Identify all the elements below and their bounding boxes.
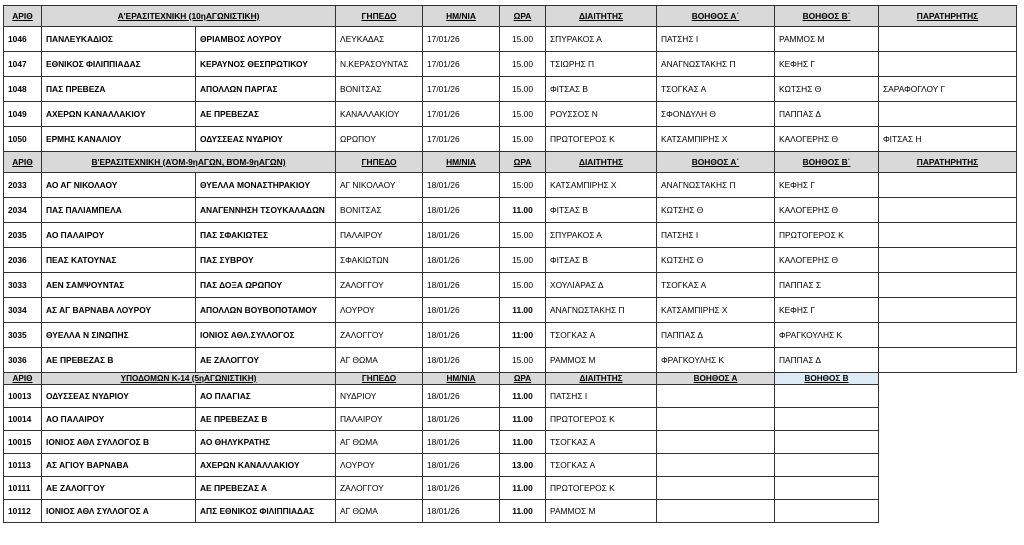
match-row xyxy=(4,323,1017,348)
section2-header-row xyxy=(4,152,1017,173)
assistant-1: ΑΝΑΓΝΩΣΤΑΚΗΣ Π xyxy=(657,52,775,77)
match-time: 11.00 xyxy=(500,477,546,500)
match-time: 15.00 xyxy=(500,77,546,102)
away-team: ΚΕΡΑΥΝΟΣ ΘΕΣΠΡΩΤΙΚΟΥ xyxy=(196,52,336,77)
venue: ΑΓ ΘΩΜΑ xyxy=(336,431,423,454)
referee: ΦΙΤΣΑΣ Β xyxy=(546,248,657,273)
away-team: ΑΕ ΠΡΕΒΕΖΑΣ Β xyxy=(196,408,336,431)
home-team: ΙΟΝΙΟΣ ΑΘΛ ΣΥΛΛΟΓΟΣ Β xyxy=(42,431,196,454)
venue: ΑΓ ΘΩΜΑ xyxy=(336,348,423,373)
observer: ΦΙΤΣΑΣ Η xyxy=(879,127,1017,152)
match-number: 2033 xyxy=(4,173,42,198)
match-number: 1046 xyxy=(4,27,42,52)
empty-cell xyxy=(879,454,1017,477)
match-time: 15.00 xyxy=(500,52,546,77)
observer xyxy=(879,52,1017,77)
empty-cell xyxy=(879,431,1017,454)
referee: ΡΑΜΜΟΣ Μ xyxy=(546,348,657,373)
match-time: 15.00 xyxy=(500,102,546,127)
referee: ΡΑΜΜΟΣ Μ xyxy=(546,500,657,523)
away-team: ΑΕ ΠΡΕΒΕΖΑΣ xyxy=(196,102,336,127)
match-row xyxy=(4,500,1017,523)
match-row xyxy=(4,102,1017,127)
assistant-2: ΚΕΦΗΣ Γ xyxy=(775,173,879,198)
match-time: 11:00 xyxy=(500,323,546,348)
home-team: ΑΟ ΠΑΛΑΙΡΟΥ xyxy=(42,408,196,431)
header-assistant-2: ΒΟΗΘΟΣ Β xyxy=(775,373,879,385)
header-time: ΩΡΑ xyxy=(500,6,546,27)
match-number: 3033 xyxy=(4,273,42,298)
match-row xyxy=(4,52,1017,77)
match-number: 1050 xyxy=(4,127,42,152)
venue: ΚΑΝΑΛΛΑΚΙΟΥ xyxy=(336,102,423,127)
assistant-1 xyxy=(657,408,775,431)
referee: ΣΠΥΡΑΚΟΣ Α xyxy=(546,27,657,52)
match-date: 18/01/26 xyxy=(423,454,500,477)
assistant-1: ΚΑΤΣΑΜΠΙΡΗΣ Χ xyxy=(657,127,775,152)
match-row xyxy=(4,348,1017,373)
away-team: ΘΥΕΛΛΑ ΜΟΝΑΣΤΗΡΑΚΙΟΥ xyxy=(196,173,336,198)
match-time: 15.00 xyxy=(500,27,546,52)
section3-header-row xyxy=(4,373,1017,385)
match-time: 11.00 xyxy=(500,385,546,408)
match-row xyxy=(4,223,1017,248)
referee: ΣΠΥΡΑΚΟΣ Α xyxy=(546,223,657,248)
home-team: ΕΡΜΗΣ ΚΑΝΑΛΙΟΥ xyxy=(42,127,196,152)
home-team: ΑΕΝ ΣΑΜΨΟΥΝΤΑΣ xyxy=(42,273,196,298)
referee: ΦΙΤΣΑΣ Β xyxy=(546,198,657,223)
assistant-1: ΠΑΤΣΗΣ Ι xyxy=(657,27,775,52)
venue: ΒΟΝΙΤΣΑΣ xyxy=(336,198,423,223)
header-referee: ΔΙΑΙΤΗΤΗΣ xyxy=(546,373,657,385)
match-time: 11.00 xyxy=(500,298,546,323)
empty-cell xyxy=(879,385,1017,408)
assistant-1: ΚΩΤΣΗΣ Θ xyxy=(657,198,775,223)
header-assistant-2: ΒΟΗΘΟΣ Β΄ xyxy=(775,152,879,173)
match-time: 15.00 xyxy=(500,223,546,248)
referee: ΤΣΟΓΚΑΣ Α xyxy=(546,323,657,348)
home-team: ΠΑΣ ΠΑΛΙΑΜΠΕΛΑ xyxy=(42,198,196,223)
venue: ΛΟΥΡΟΥ xyxy=(336,454,423,477)
assistant-2: ΚΩΤΣΗΣ Θ xyxy=(775,77,879,102)
away-team: ΑΠΟΛΛΩΝ ΠΑΡΓΑΣ xyxy=(196,77,336,102)
assistant-2 xyxy=(775,385,879,408)
match-number: 10014 xyxy=(4,408,42,431)
assistant-1 xyxy=(657,454,775,477)
assistant-1: ΤΣΟΓΚΑΣ Α xyxy=(657,77,775,102)
away-team: ΑΠΣ ΕΘΝΙΚΟΣ ΦΙΛΙΠΠΙΑΔΑΣ xyxy=(196,500,336,523)
venue: ΠΑΛΑΙΡΟΥ xyxy=(336,223,423,248)
away-team: ΠΑΣ ΣΥΒΡΟΥ xyxy=(196,248,336,273)
header-observer: ΠΑΡΑΤΗΡΗΤΗΣ xyxy=(879,6,1017,27)
referee: ΡΟΥΣΣΟΣ Ν xyxy=(546,102,657,127)
referee: ΦΙΤΣΑΣ Β xyxy=(546,77,657,102)
header-division: Β'ΕΡΑΣΙΤΕΧΝΙΚΗ (ΑΌΜ-9ηΑΓΩΝ, ΒΌΜ-9ηΑΓΩΝ) xyxy=(42,152,336,173)
header-referee: ΔΙΑΙΤΗΤΗΣ xyxy=(546,6,657,27)
match-number: 10013 xyxy=(4,385,42,408)
match-row xyxy=(4,198,1017,223)
empty-cell xyxy=(879,373,1017,385)
header-assistant-1: ΒΟΗΘΟΣ Α΄ xyxy=(657,152,775,173)
assistant-1: ΚΩΤΣΗΣ Θ xyxy=(657,248,775,273)
empty-cell xyxy=(879,500,1017,523)
away-team: ΑΟ ΘΗΛΥΚΡΑΤΗΣ xyxy=(196,431,336,454)
observer: ΣΑΡΑΦΟΓΛΟΥ Γ xyxy=(879,77,1017,102)
home-team: ΠΕΑΣ ΚΑΤΟΥΝΑΣ xyxy=(42,248,196,273)
assistant-1 xyxy=(657,431,775,454)
match-date: 18/01/26 xyxy=(423,408,500,431)
header-venue: ΓΗΠΕΔΟ xyxy=(336,6,423,27)
header-assistant-2: ΒΟΗΘΟΣ Β΄ xyxy=(775,6,879,27)
match-date: 17/01/26 xyxy=(423,77,500,102)
assistant-2: ΚΕΦΗΣ Γ xyxy=(775,298,879,323)
venue: ΒΟΝΙΤΣΑΣ xyxy=(336,77,423,102)
away-team: ΑΕ ΖΑΛΟΓΓΟΥ xyxy=(196,348,336,373)
venue: ΑΓ ΝΙΚΟΛΑΟΥ xyxy=(336,173,423,198)
match-row xyxy=(4,173,1017,198)
away-team: ΠΑΣ ΔΟΞΑ ΩΡΩΠΟΥ xyxy=(196,273,336,298)
match-number: 10113 xyxy=(4,454,42,477)
empty-cell xyxy=(879,477,1017,500)
schedule-body xyxy=(4,6,1017,523)
match-row xyxy=(4,273,1017,298)
away-team: ΑΧΕΡΩΝ ΚΑΝΑΛΛΑΚΙΟΥ xyxy=(196,454,336,477)
assistant-2 xyxy=(775,431,879,454)
referee: ΠΡΩΤΟΓΕΡΟΣ Κ xyxy=(546,408,657,431)
assistant-2: ΚΑΛΟΓΕΡΗΣ Θ xyxy=(775,127,879,152)
referee: ΤΣΙΩΡΗΣ Π xyxy=(546,52,657,77)
match-time: 15.00 xyxy=(500,273,546,298)
match-date: 18/01/26 xyxy=(423,500,500,523)
venue: ΩΡΩΠΟΥ xyxy=(336,127,423,152)
header-number: ΑΡΙΘ xyxy=(4,6,42,27)
assistant-1 xyxy=(657,385,775,408)
home-team: ΕΘΝΙΚΟΣ ΦΙΛΙΠΠΙΑΔΑΣ xyxy=(42,52,196,77)
header-division: ΥΠΟΔΟΜΩΝ Κ-14 (5ηΑΓΩΝΙΣΤΙΚΗ) xyxy=(42,373,336,385)
match-date: 18/01/26 xyxy=(423,348,500,373)
assistant-1: ΑΝΑΓΝΩΣΤΑΚΗΣ Π xyxy=(657,173,775,198)
observer xyxy=(879,102,1017,127)
assistant-1: ΚΑΤΣΑΜΠΙΡΗΣ Χ xyxy=(657,298,775,323)
match-row xyxy=(4,454,1017,477)
header-assistant-1: ΒΟΗΘΟΣ Α΄ xyxy=(657,6,775,27)
assistant-2 xyxy=(775,477,879,500)
match-row xyxy=(4,431,1017,454)
venue: ΠΑΛΑΙΡΟΥ xyxy=(336,408,423,431)
away-team: ΠΑΣ ΣΦΑΚΙΩΤΕΣ xyxy=(196,223,336,248)
header-observer: ΠΑΡΑΤΗΡΗΤΗΣ xyxy=(879,152,1017,173)
observer xyxy=(879,323,1017,348)
match-date: 17/01/26 xyxy=(423,127,500,152)
observer xyxy=(879,198,1017,223)
assistant-2: ΚΑΛΟΓΕΡΗΣ Θ xyxy=(775,198,879,223)
header-division: Α'ΕΡΑΣΙΤΕΧΝΙΚΗ (10ηΑΓΩΝΙΣΤΙΚΗ) xyxy=(42,6,336,27)
header-date: ΗΜ/ΝΙΑ xyxy=(423,6,500,27)
away-team: ΑΝΑΓΕΝΝΗΣΗ ΤΣΟΥΚΑΛΑΔΩΝ xyxy=(196,198,336,223)
observer xyxy=(879,27,1017,52)
section1-header-row xyxy=(4,6,1017,27)
match-number: 2036 xyxy=(4,248,42,273)
assistant-1: ΣΦΟΝΔΥΛΗ Θ xyxy=(657,102,775,127)
match-row xyxy=(4,27,1017,52)
match-date: 17/01/26 xyxy=(423,102,500,127)
observer xyxy=(879,223,1017,248)
home-team: ΑΕ ΖΑΛΟΓΓΟΥ xyxy=(42,477,196,500)
referee: ΠΡΩΤΟΓΕΡΟΣ Κ xyxy=(546,477,657,500)
referee: ΑΝΑΓΝΩΣΤΑΚΗΣ Π xyxy=(546,298,657,323)
assistant-2: ΠΑΠΠΑΣ Δ xyxy=(775,102,879,127)
match-time: 15.00 xyxy=(500,348,546,373)
match-date: 18/01/26 xyxy=(423,323,500,348)
venue: ΣΦΑΚΙΩΤΩΝ xyxy=(336,248,423,273)
assistant-2: ΡΑΜΜΟΣ Μ xyxy=(775,27,879,52)
observer xyxy=(879,298,1017,323)
home-team: ΑΣ ΑΓΙΟΥ ΒΑΡΝΑΒΑ xyxy=(42,454,196,477)
away-team: ΘΡΙΑΜΒΟΣ ΛΟΥΡΟΥ xyxy=(196,27,336,52)
match-time: 11.00 xyxy=(500,431,546,454)
observer xyxy=(879,273,1017,298)
match-number: 3035 xyxy=(4,323,42,348)
away-team: ΑΠΟΛΛΩΝ ΒΟΥΒΟΠΟΤΑΜΟΥ xyxy=(196,298,336,323)
match-time: 15.00 xyxy=(500,248,546,273)
match-number: 3034 xyxy=(4,298,42,323)
match-time: 11.00 xyxy=(500,500,546,523)
home-team: ΟΔΥΣΣΕΑΣ ΝΥΔΡΙΟΥ xyxy=(42,385,196,408)
assistant-2: ΚΑΛΟΓΕΡΗΣ Θ xyxy=(775,248,879,273)
referee: ΠΡΩΤΟΓΕΡΟΣ Κ xyxy=(546,127,657,152)
home-team: ΘΥΕΛΛΑ Ν ΣΙΝΩΠΗΣ xyxy=(42,323,196,348)
match-number: 10015 xyxy=(4,431,42,454)
header-date: ΗΜ/ΝΙΑ xyxy=(423,373,500,385)
header-number: ΑΡΙΘ xyxy=(4,373,42,385)
match-time: 13.00 xyxy=(500,454,546,477)
observer xyxy=(879,173,1017,198)
venue: Ν.ΚΕΡΑΣΟΥΝΤΑΣ xyxy=(336,52,423,77)
venue: ΖΑΛΟΓΓΟΥ xyxy=(336,323,423,348)
match-date: 18/01/26 xyxy=(423,298,500,323)
match-date: 18/01/26 xyxy=(423,223,500,248)
header-number: ΑΡΙΘ xyxy=(4,152,42,173)
match-date: 18/01/26 xyxy=(423,477,500,500)
match-time: 11.00 xyxy=(500,198,546,223)
match-number: 2035 xyxy=(4,223,42,248)
match-row xyxy=(4,477,1017,500)
venue: ΛΟΥΡΟΥ xyxy=(336,298,423,323)
referee-schedule-table xyxy=(3,5,1017,523)
observer xyxy=(879,248,1017,273)
referee: ΤΣΟΓΚΑΣ Α xyxy=(546,454,657,477)
away-team: ΟΔΥΣΣΕΑΣ ΝΥΔΡΙΟΥ xyxy=(196,127,336,152)
home-team: ΑΟ ΠΑΛΑΙΡΟΥ xyxy=(42,223,196,248)
empty-cell xyxy=(879,408,1017,431)
home-team: ΠΑΝΛΕΥΚΑΔΙΟΣ xyxy=(42,27,196,52)
assistant-2: ΠΑΠΠΑΣ Δ xyxy=(775,348,879,373)
venue: ΑΓ ΘΩΜΑ xyxy=(336,500,423,523)
assistant-2 xyxy=(775,454,879,477)
venue: ΖΑΛΟΓΓΟΥ xyxy=(336,477,423,500)
header-venue: ΓΗΠΕΔΟ xyxy=(336,373,423,385)
match-number: 10111 xyxy=(4,477,42,500)
assistant-1: ΦΡΑΓΚΟΥΛΗΣ Κ xyxy=(657,348,775,373)
header-date: ΗΜ/ΝΙΑ xyxy=(423,152,500,173)
home-team: ΙΟΝΙΟΣ ΑΘΛ ΣΥΛΛΟΓΟΣ Α xyxy=(42,500,196,523)
match-number: 1048 xyxy=(4,77,42,102)
match-number: 1047 xyxy=(4,52,42,77)
match-date: 18/01/26 xyxy=(423,385,500,408)
match-date: 18/01/26 xyxy=(423,173,500,198)
match-date: 18/01/26 xyxy=(423,273,500,298)
home-team: ΑΧΕΡΩΝ ΚΑΝΑΛΛΑΚΙΟΥ xyxy=(42,102,196,127)
away-team: ΑΕ ΠΡΕΒΕΖΑΣ Α xyxy=(196,477,336,500)
assistant-2: ΚΕΦΗΣ Γ xyxy=(775,52,879,77)
assistant-2 xyxy=(775,408,879,431)
header-time: ΩΡΑ xyxy=(500,373,546,385)
assistant-2: ΠΡΩΤΟΓΕΡΟΣ Κ xyxy=(775,223,879,248)
referee: ΚΑΤΣΑΜΠΙΡΗΣ Χ xyxy=(546,173,657,198)
match-row xyxy=(4,385,1017,408)
match-row xyxy=(4,408,1017,431)
header-venue: ΓΗΠΕΔΟ xyxy=(336,152,423,173)
away-team: ΑΟ ΠΛΑΓΙΑΣ xyxy=(196,385,336,408)
assistant-2: ΦΡΑΓΚΟΥΛΗΣ Κ xyxy=(775,323,879,348)
referee: ΠΑΤΣΗΣ Ι xyxy=(546,385,657,408)
match-row xyxy=(4,127,1017,152)
assistant-2: ΠΑΠΠΑΣ Σ xyxy=(775,273,879,298)
home-team: ΠΑΣ ΠΡΕΒΕΖΑ xyxy=(42,77,196,102)
venue: ΖΑΛΟΓΓΟΥ xyxy=(336,273,423,298)
referee: ΧΟΥΛΙΑΡΑΣ Δ xyxy=(546,273,657,298)
match-row xyxy=(4,298,1017,323)
observer xyxy=(879,348,1017,373)
venue: ΝΥΔΡΙΟΥ xyxy=(336,385,423,408)
referee: ΤΣΟΓΚΑΣ Α xyxy=(546,431,657,454)
match-time: 15:00 xyxy=(500,173,546,198)
match-row xyxy=(4,248,1017,273)
venue: ΛΕΥΚΑΔΑΣ xyxy=(336,27,423,52)
home-team: ΑΣ ΑΓ ΒΑΡΝΑΒΑ ΛΟΥΡΟΥ xyxy=(42,298,196,323)
header-assistant-1: ΒΟΗΘΟΣ Α xyxy=(657,373,775,385)
match-number: 1049 xyxy=(4,102,42,127)
assistant-1: ΤΣΟΓΚΑΣ Α xyxy=(657,273,775,298)
match-number: 10112 xyxy=(4,500,42,523)
header-time: ΩΡΑ xyxy=(500,152,546,173)
home-team: ΑΕ ΠΡΕΒΕΖΑΣ Β xyxy=(42,348,196,373)
match-date: 17/01/26 xyxy=(423,52,500,77)
match-time: 11.00 xyxy=(500,408,546,431)
assistant-2 xyxy=(775,500,879,523)
match-time: 15.00 xyxy=(500,127,546,152)
match-number: 2034 xyxy=(4,198,42,223)
match-date: 18/01/26 xyxy=(423,431,500,454)
match-number: 3036 xyxy=(4,348,42,373)
assistant-1 xyxy=(657,477,775,500)
match-date: 17/01/26 xyxy=(423,27,500,52)
assistant-1: ΠΑΤΣΗΣ Ι xyxy=(657,223,775,248)
home-team: ΑΟ ΑΓ ΝΙΚΟΛΑΟΥ xyxy=(42,173,196,198)
assistant-1: ΠΑΠΠΑΣ Δ xyxy=(657,323,775,348)
match-date: 18/01/26 xyxy=(423,248,500,273)
away-team: ΙΟΝΙΟΣ ΑΘΛ.ΣΥΛΛΟΓΟΣ xyxy=(196,323,336,348)
match-date: 18/01/26 xyxy=(423,198,500,223)
match-row xyxy=(4,77,1017,102)
header-referee: ΔΙΑΙΤΗΤΗΣ xyxy=(546,152,657,173)
assistant-1 xyxy=(657,500,775,523)
